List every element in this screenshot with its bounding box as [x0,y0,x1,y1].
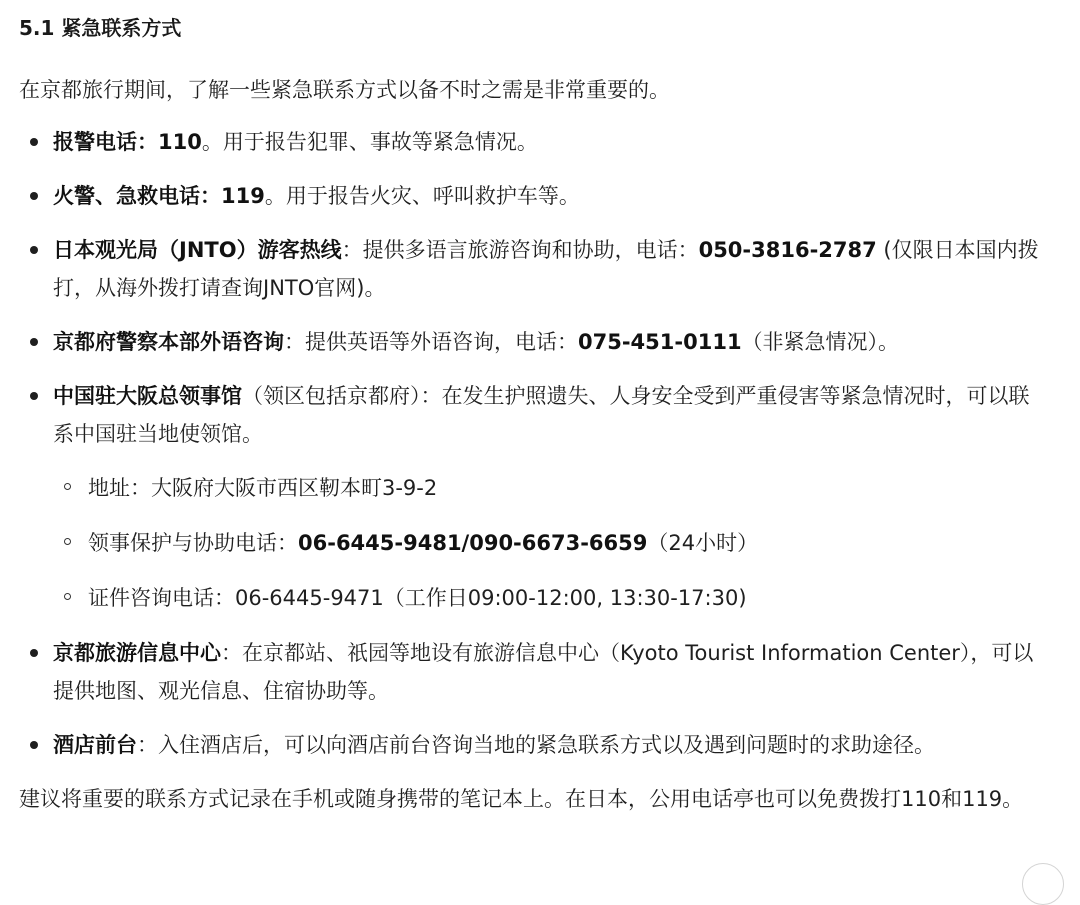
sub-item-address [53,469,1049,507]
item-text: 。用于报告火灾、呼叫救护车等。 [264,184,580,208]
list-item-tourist-info [19,634,1049,710]
sub-item-text: （24小时） [647,531,759,555]
scroll-button[interactable] [1022,863,1064,905]
item-text: ：入住酒店后，可以向酒店前台咨询当地的紧急联系方式以及遇到问题时的求助途径。 [137,733,935,757]
list-item-fire-ambulance [19,177,1049,215]
item-label: 中国驻大阪总领事馆 [53,384,242,408]
item-text: (仅限日本国内拨打，从海外拨打请查询JNTO官网)。 [53,238,1039,300]
item-label: 日本观光局（JNTO）游客热线 [53,238,342,262]
sub-item-consular-phone [53,524,1049,562]
item-text: ：在京都站、祇园等地设有旅游信息中心（Kyoto Tourist Information Center），可以提供地图、观光信息、住宿协助等。 [53,641,1034,703]
item-text: （领区包括京都府）：在发生护照遗失、人身安全受到严重侵害等紧急情况时，可以联系中国驻当地使领馆。 [53,384,1030,446]
list-item-kyoto-police-foreign [19,323,1049,361]
list-item-hotel-front [19,726,1049,764]
list-item-consulate [19,377,1049,617]
sub-item-number: 06-6445-9481/090-6673-6659 [298,531,648,555]
item-number: 050-3816-2787 [698,238,877,262]
item-text: （非紧急情况）。 [741,330,900,354]
item-text: ：提供英语等外语咨询，电话： [284,330,578,354]
item-label: 报警电话： [53,130,158,154]
item-label: 京都府警察本部外语咨询 [53,330,284,354]
item-label: 火警、急救电话： [53,184,221,208]
section-title: 5.1 紧急联系方式 [19,16,182,40]
sub-item-text: 领事保护与协助电话： [88,531,298,555]
item-number: 110 [158,130,202,154]
sub-item-document-phone [53,579,1049,617]
item-number: 119 [221,184,265,208]
sub-item-text: 地址：大阪府大阪市西区靭本町3-9-2 [88,476,438,500]
outro-paragraph: 建议将重要的联系方式记录在手机或随身携带的笔记本上。在日本，公用电话亭也可以免费拨打110和119。 [19,787,1024,811]
item-label: 京都旅游信息中心 [53,641,221,665]
list-item-police [19,123,1049,161]
sub-item-text: 证件咨询电话：06-6445-9471（工作日09:00-12:00, 13:30-17:30) [88,586,747,610]
item-text: ：提供多语言旅游咨询和协助，电话： [341,238,699,262]
item-number: 075-451-0111 [578,330,742,354]
item-label: 酒店前台 [53,733,137,757]
document-body [19,12,1049,818]
list-item-jnto-hotline [19,231,1049,307]
consulate-sub-list [53,469,1049,617]
contact-list [19,123,1049,764]
item-text: 。用于报告犯罪、事故等紧急情况。 [201,130,538,154]
intro-paragraph: 在京都旅行期间，了解一些紧急联系方式以备不时之需是非常重要的。 [19,78,670,102]
